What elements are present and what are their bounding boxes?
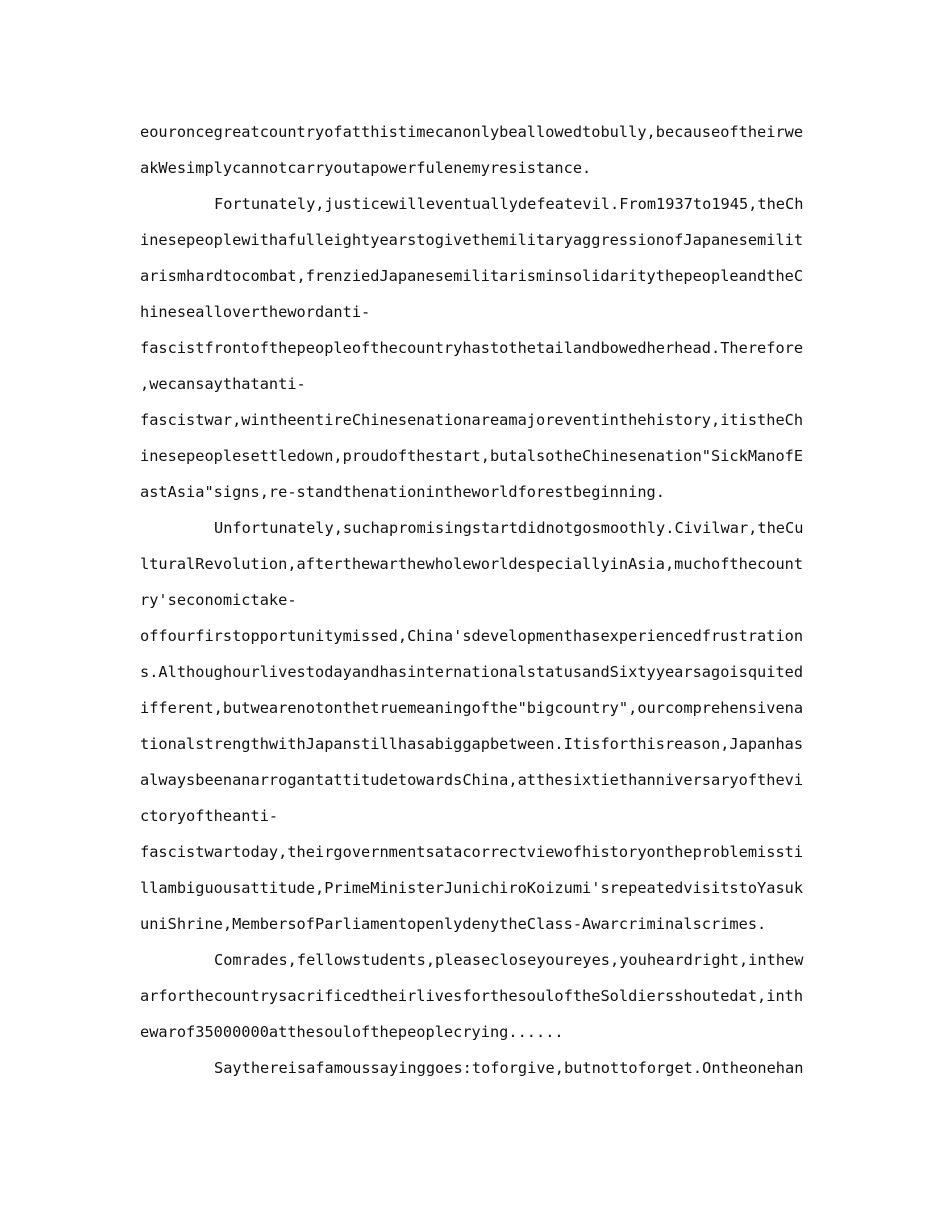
text-line: ry'seconomictake- — [140, 591, 297, 609]
text-line: tionalstrengthwithJapanstillhasabiggapbetween.Itisforthisreason,Japanhas — [140, 735, 804, 753]
text-line: astAsia"signs,re-standthenationintheworldforestbeginning. — [140, 483, 665, 501]
text-line: fascistwar,wintheentireChinesenationareamajoreventinthehistory,itistheCh — [140, 411, 804, 429]
text-line: s.AlthoughourlivestodayandhasinternationalstatusandSixtyyearsagoisquited — [140, 663, 804, 681]
text-line: llambiguousattitude,PrimeMinisterJunichiroKoizumi'srepeatedvisitstoYasuk — [140, 879, 804, 897]
text-line: hinesealloverthewordanti- — [140, 303, 371, 321]
paragraph-start-line: Fortunately,justicewilleventuallydefeatevil.From1937to1945,theCh — [214, 195, 804, 213]
text-line: fascistwartoday,theirgovernmentsatacorrectviewofhistoryontheproblemissti — [140, 843, 804, 861]
text-line: inesepeoplesettledown,proudofthestart,butalsotheChinesenation"SickManofE — [140, 447, 804, 465]
text-line: inesepeoplewithafulleightyearstogivethemilitaryaggressionofJapanesemilit — [140, 231, 804, 249]
document-body — [140, 114, 812, 1086]
text-line: lturalRevolution,afterthewarthewholeworldespeciallyinAsia,muchofthecount — [140, 555, 804, 573]
paragraph-start-line: Saythereisafamoussayinggoes:toforgive,butnottoforget.Ontheonehan — [214, 1059, 804, 1077]
paragraph-start-line: Comrades,fellowstudents,pleasecloseyoureyes,youheardright,inthew — [214, 951, 804, 969]
text-line: alwaysbeenanarrogantattitudetowardsChina,atthesixtiethanniversaryofthevi — [140, 771, 804, 789]
text-line: fascistfrontofthepeopleofthecountryhastothetailandbowedherhead.Therefore — [140, 339, 804, 357]
text-line: ,wecansaythatanti- — [140, 375, 306, 393]
text-line: arismhardtocombat,frenziedJapanesemilitarisminsolidaritythepeopleandtheC — [140, 267, 804, 285]
text-line: ctoryoftheanti- — [140, 807, 279, 825]
text-line: eouroncegreatcountryofatthistimecanonlybeallowedtobully,becauseoftheirwe — [140, 123, 804, 141]
text-line: akWesimplycannotcarryoutapowerfulenemyresistance. — [140, 159, 592, 177]
text-line: ifferent,butwearenotonthetruemeaningofthe"bigcountry",ourcomprehensivena — [140, 699, 804, 717]
text-line: arforthecountrysacrificedtheirlivesforthesouloftheSoldiersshoutedat,inth — [140, 987, 804, 1005]
text-line: offourfirstopportunitymissed,China'sdevelopmenthasexperiencedfrustration — [140, 627, 804, 645]
text-line: uniShrine,MembersofParliamentopenlydenytheClass-Awarcriminalscrimes. — [140, 915, 767, 933]
text-line: ewarof35000000atthesoulofthepeoplecrying...... — [140, 1023, 564, 1041]
paragraph-start-line: Unfortunately,suchapromisingstartdidnotgosmoothly.Civilwar,theCu — [214, 519, 804, 537]
